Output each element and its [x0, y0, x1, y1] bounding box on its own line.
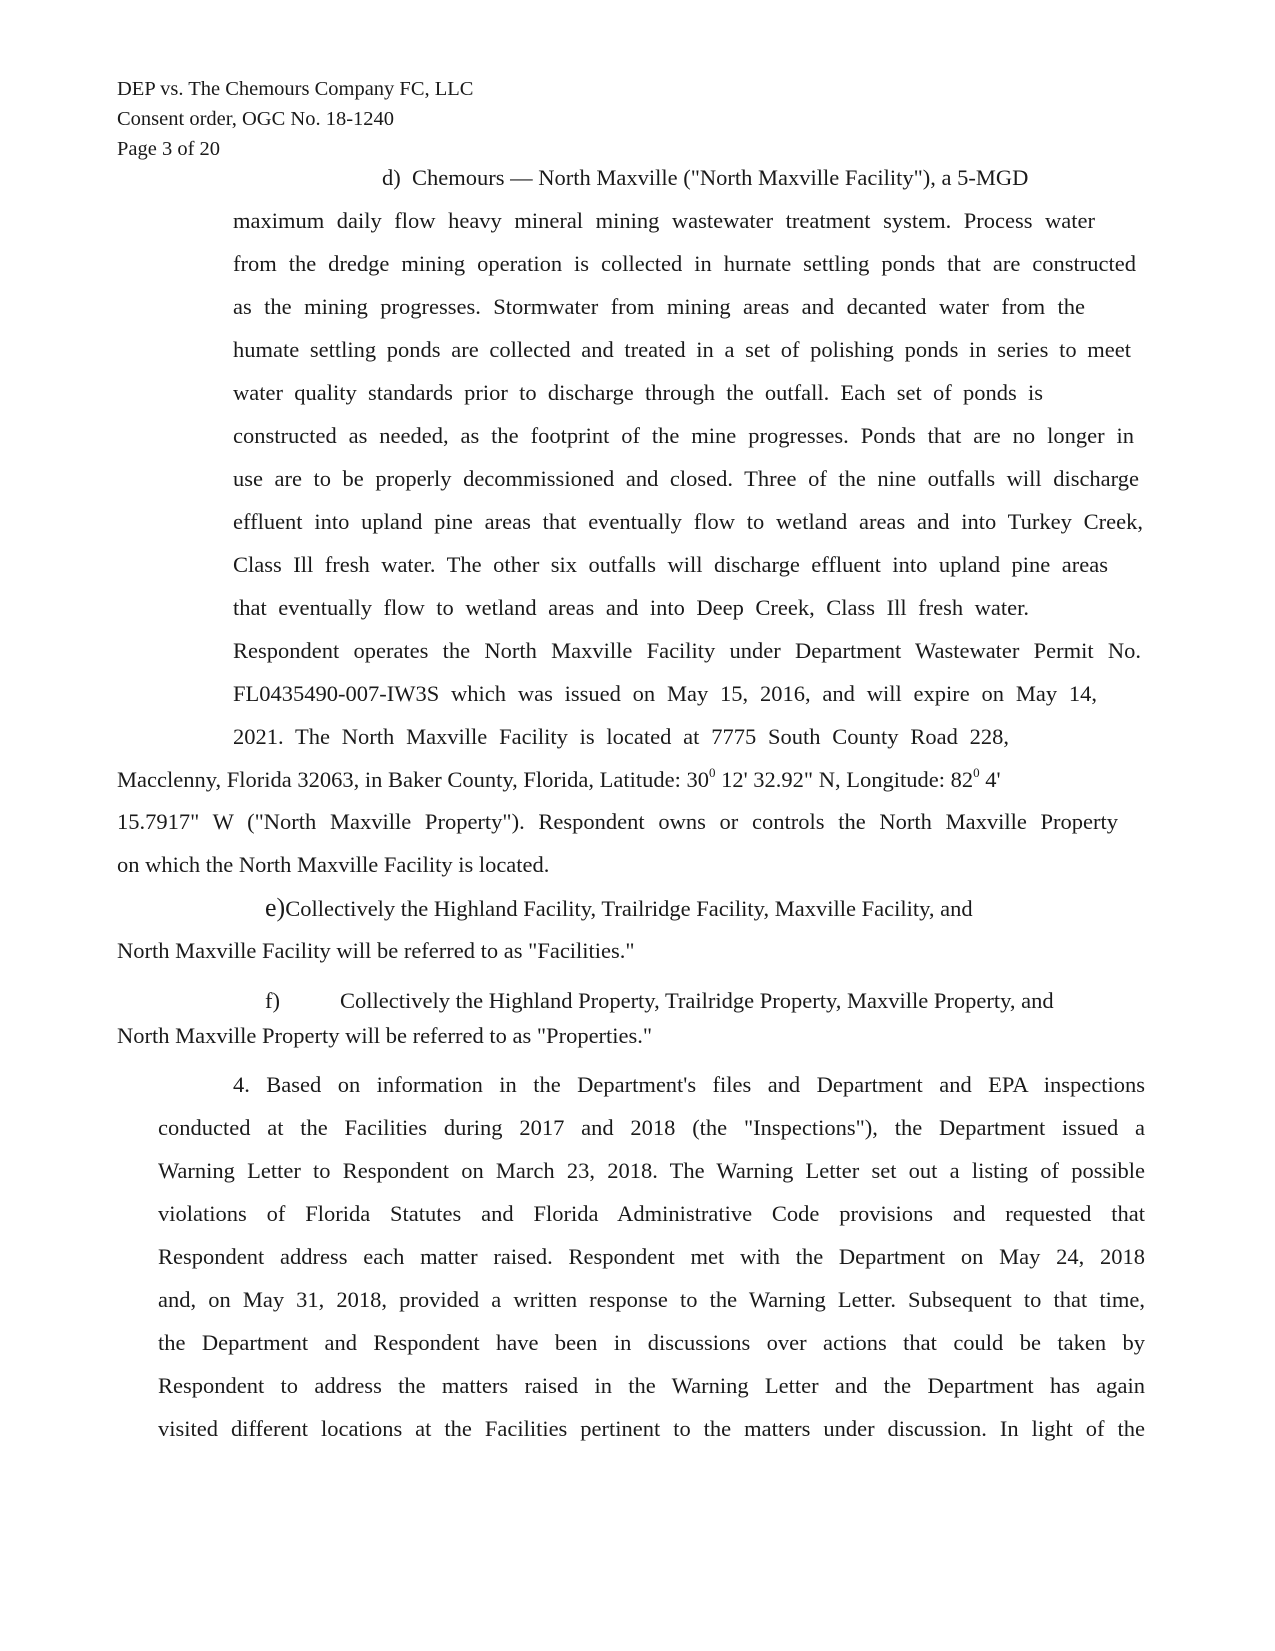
paragraph-d-line: humate settling ponds are collected and treated in a set of polishing ponds in series to meet	[233, 337, 1131, 362]
paragraph-d-line: water quality standards prior to discharge through the outfall. Each set of ponds is	[233, 380, 1043, 405]
latitude-longitude-line: Macclenny, Florida 32063, in Baker County, Florida, Latitude: $30^0$ 12' 32.92" N, Longitude: $82^0$ 4'	[117, 764, 1001, 792]
paragraph-4-first-line: 4. Based on information in the Department's files and Department and EPA inspections	[233, 1072, 1145, 1097]
paragraph-d-first-line	[382, 163, 1028, 193]
case-caption: DEP vs. The Chemours Company FC, LLC	[117, 78, 474, 100]
page-number: Page 3 of 20	[117, 138, 221, 160]
paragraph-d-line: that eventually flow to wetland areas and into Deep Creek, Class Ill fresh water.	[233, 595, 1029, 620]
paragraph-f-label: f)	[265, 988, 280, 1013]
degree-mark: 0	[708, 764, 716, 780]
paragraph-d-label: d)	[382, 165, 401, 190]
paragraph-4-number: 4.	[233, 1072, 250, 1097]
paragraph-4-line: Warning Letter to Respondent on March 23, 2018. The Warning Letter set out a listing of possible	[158, 1158, 1145, 1183]
paragraph-f-first-line: f) Collectively the Highland Property, Trailridge Property, Maxville Property, and	[265, 988, 1054, 1013]
paragraph-d-line: on which the North Maxville Facility is located.	[117, 852, 550, 877]
paragraph-d-line: from the dredge mining operation is collected in hurnate settling ponds that are constructed	[233, 251, 1136, 276]
paragraph-4-line: the Department and Respondent have been in discussions over actions that could be taken by	[158, 1330, 1145, 1355]
paragraph-d-line: constructed as needed, as the footprint of the mine progresses. Ponds that are no longer in	[233, 423, 1134, 448]
paragraph-4-line: Respondent to address the matters raised in the Warning Letter and the Department has again	[158, 1373, 1145, 1398]
paragraph-d-line: Chemours — North Maxville ("North Maxville Facility"), a 5-MGD	[412, 165, 1029, 190]
paragraph-4-line: Respondent address each matter raised. Respondent met with the Department on May 24, 2018	[158, 1244, 1145, 1269]
paragraph-4-line: conducted at the Facilities during 2017 and 2018 (the "Inspections"), the Department issued a	[158, 1115, 1145, 1140]
paragraph-e-label: e)	[265, 893, 286, 922]
paragraph-d-line: use are to be properly decommissioned and closed. Three of the nine outfalls will discharge	[233, 466, 1139, 491]
document-header	[117, 74, 473, 164]
paragraph-d-line: 15.7917" W ("North Maxville Property"). Respondent owns or controls the North Maxville Property	[117, 809, 1118, 834]
paragraph-e-line: North Maxville Facility will be referred to as "Facilities."	[117, 938, 635, 963]
paragraph-d-line: effluent into upland pine areas that eventually flow to wetland areas and into Turkey Creek,	[233, 509, 1143, 534]
paragraph-d-line: as the mining progresses. Stormwater from mining areas and decanted water from the	[233, 294, 1085, 319]
paragraph-d-line: Class Ill fresh water. The other six outfalls will discharge effluent into upland pine areas	[233, 552, 1108, 577]
paragraph-d-line: FL0435490-007-IW3S which was issued on May 15, 2016, and will expire on May 14,	[233, 681, 1097, 706]
degree-mark: 0	[973, 764, 980, 780]
paragraph-4-line: visited different locations at the Facilities pertinent to the matters under discussion. In light of the	[158, 1416, 1145, 1441]
paragraph-4-line: and, on May 31, 2018, provided a written response to the Warning Letter. Subsequent to that time,	[158, 1287, 1145, 1312]
paragraph-d-line: maximum daily flow heavy mineral mining wastewater treatment system. Process water	[233, 208, 1095, 233]
paragraph-4-line: violations of Florida Statutes and Florida Administrative Code provisions and requested that	[158, 1201, 1145, 1226]
paragraph-f-line: North Maxville Property will be referred to as "Properties."	[117, 1023, 653, 1048]
paragraph-d-line: Respondent operates the North Maxville Facility under Department Wastewater Permit No.	[233, 638, 1141, 663]
paragraph-e-first-line: e)Collectively the Highland Facility, Trailridge Facility, Maxville Facility, and	[265, 893, 973, 922]
order-number: Consent order, OGC No. 18-1240	[117, 108, 395, 130]
paragraph-d-line: 2021. The North Maxville Facility is located at 7775 South County Road 228,	[233, 724, 1009, 749]
